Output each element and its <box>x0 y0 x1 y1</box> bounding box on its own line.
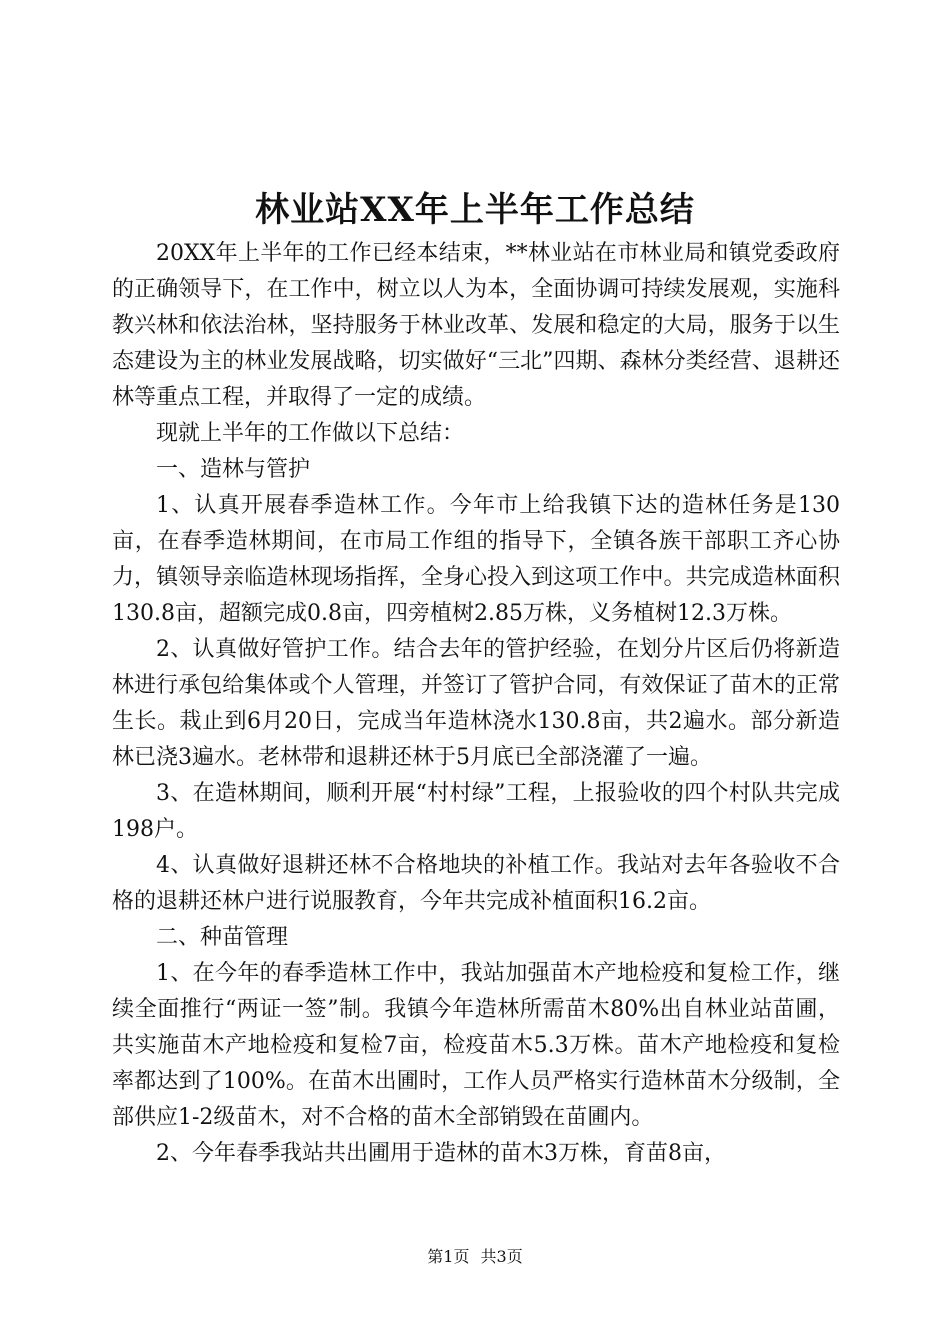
paragraph-item-1: 1、认真开展春季造林工作。今年市上给我镇下达的造林任务是130亩，在春季造林期间，在市局工作组的指导下，全镇各族干部职工齐心协力，镇领导亲临造林现场指挥，全身心投入到这项工作中。共完成造林面积130.8亩，超额完成0.8亩，四旁植树2.85万株，义务植树12.3万株。 <box>112 493 840 626</box>
paragraph-item-3: 3、在造林期间，顺利开展“村村绿”工程，上报验收的四个村队共完成198户。 <box>112 781 840 842</box>
document-body <box>112 236 840 1172</box>
document-title: 林业站XX年上半年工作总结 <box>255 190 695 230</box>
section-heading-afforestation: 一、造林与管护 <box>156 457 311 482</box>
paragraph-seedling-2: 2、今年春季我站共出圃用于造林的苗木3万株，育苗8亩， <box>156 1141 726 1166</box>
paragraph-summary-lead: 现就上半年的工作做以下总结： <box>156 421 465 446</box>
paragraph-seedling-1: 1、在今年的春季造林工作中，我站加强苗木产地检疫和复检工作，继续全面推行“两证一签”制。我镇今年造林所需苗木80%出自林业站苗圃，共实施苗木产地检疫和复检7亩，检疫苗木5.3万株。苗木产地检疫和复检率都达到了100%。在苗木出圃时，工作人员严格实行造林苗木分级制，全部供应1-2级苗木，对不合格的苗木全部销毁在苗圃内。 <box>112 961 840 1130</box>
page-number-total: 共3页 <box>480 1247 523 1266</box>
paragraph-item-4: 4、认真做好退耕还林不合格地块的补植工作。我站对去年各验收不合格的退耕还林户进行说服教育，今年共完成补植面积16.2亩。 <box>112 853 840 914</box>
section-heading-seedlings: 二、种苗管理 <box>156 925 289 950</box>
page-footer <box>0 1246 950 1268</box>
page-number-current: 第1页 <box>427 1247 470 1266</box>
paragraph-item-2: 2、认真做好管护工作。结合去年的管护经验，在划分片区后仍将新造林进行承包给集体或个人管理，并签订了管护合同，有效保证了苗木的正常生长。栽止到6月20日，完成当年造林浇水130.8亩，共2遍水。部分新造林已浇3遍水。老林带和退耕还林于5月底已全部浇灌了一遍。 <box>112 637 840 770</box>
paragraph-intro: 20XX年上半年的工作已经本结束，**林业站在市林业局和镇党委政府的正确领导下，在工作中，树立以人为本，全面协调可持续发展观，实施科教兴林和依法治林，坚持服务于林业改革、发展和稳定的大局，服务于以生态建设为主的林业发展战略，切实做好“三北”四期、森林分类经营、退耕还林等重点工程，并取得了一定的成绩。 <box>112 241 840 410</box>
